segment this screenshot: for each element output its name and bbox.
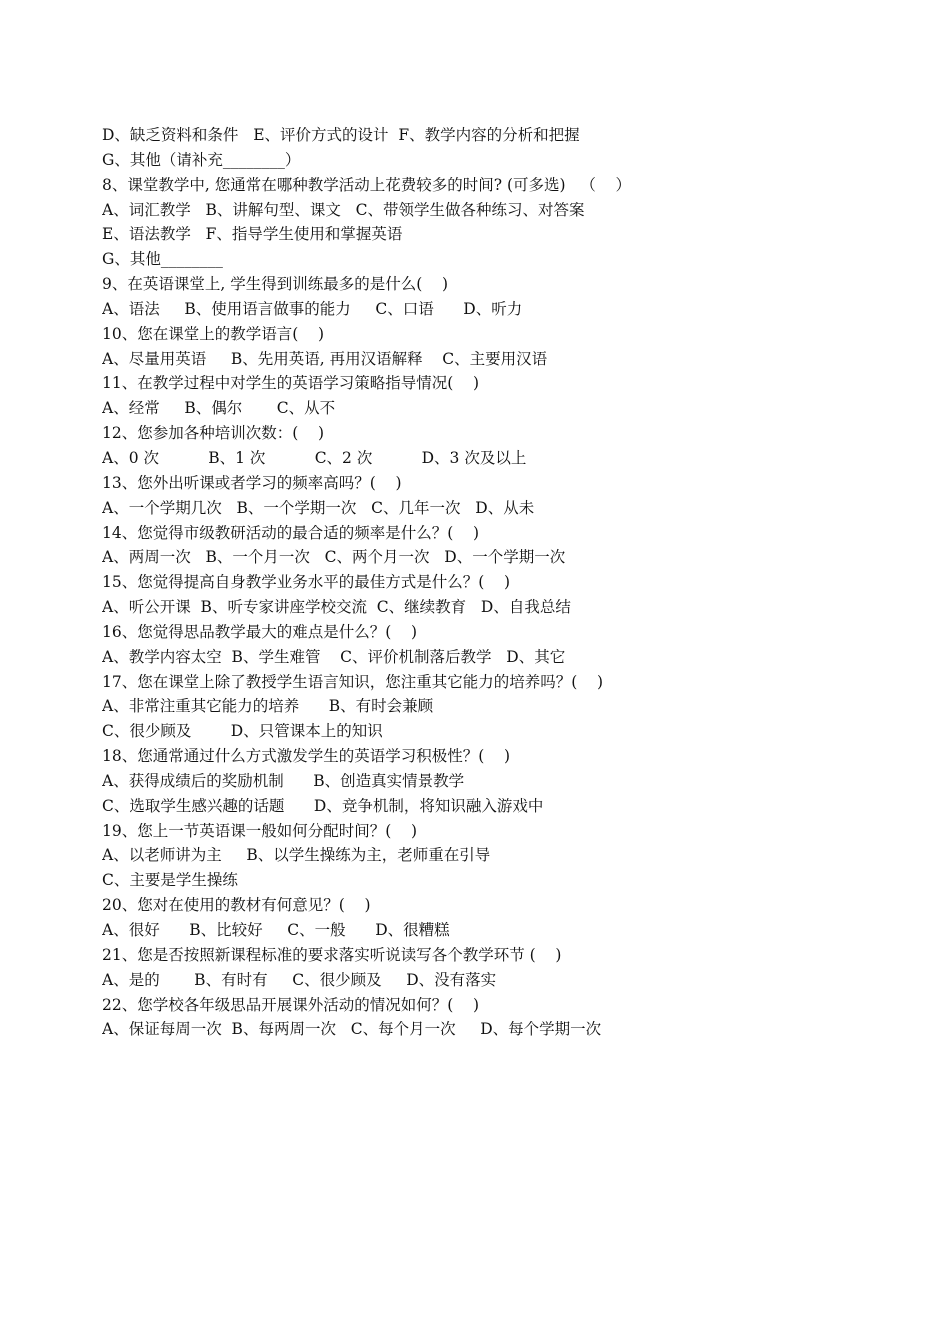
text-line: A、听公开课 B、听专家讲座学校交流 C、继续教育 D、自我总结	[102, 598, 571, 617]
text-line: E、语法教学 F、指导学生使用和掌握英语	[102, 225, 403, 244]
questionnaire-page	[102, 123, 882, 1042]
text-line: A、0 次 B、1 次 C、2 次 D、3 次及以上	[102, 448, 527, 467]
text-line: 10、您在课堂上的教学语言( )	[102, 324, 325, 343]
text-line: 9、在英语课堂上, 学生得到训练最多的是什么( )	[102, 275, 449, 294]
text-line: C、主要是学生操练	[102, 871, 238, 890]
text-line: A、词汇教学 B、讲解句型、课文 C、带领学生做各种练习、对答案	[102, 200, 585, 219]
text-line: A、是的 B、有时有 C、很少顾及 D、没有落实	[102, 970, 497, 989]
text-line: 22、您学校各年级思品开展课外活动的情况如何？( )	[102, 995, 480, 1014]
text-line: A、很好 B、比较好 C、一般 D、很糟糕	[102, 921, 450, 939]
text-line: G、其他________	[102, 250, 223, 269]
text-line: 19、您上一节英语课一般如何分配时间？( )	[102, 821, 418, 840]
text-line: 8、课堂教学中, 您通常在哪种教学活动上花费较多的时间? (可多选) （ ）	[102, 175, 632, 194]
text-line: 14、您觉得市级教研活动的最合适的频率是什么？( )	[102, 523, 480, 542]
text-line: 12、您参加各种培训次数：( )	[102, 424, 325, 443]
text-line: 15、您觉得提高自身教学业务水平的最佳方式是什么？( )	[102, 573, 511, 592]
text-line: A、教学内容太空 B、学生难管 C、评价机制落后教学 D、其它	[102, 647, 566, 666]
text-line: D、缺乏资料和条件 E、评价方式的设计 F、教学内容的分析和把握	[102, 126, 580, 144]
text-line: A、尽量用英语 B、先用英语, 再用汉语解释 C、主要用汉语	[102, 349, 548, 368]
text-line: A、一个学期几次 B、一个学期一次 C、几年一次 D、从未	[102, 498, 535, 517]
text-line: A、以老师讲为主 B、以学生操练为主，老师重在引导	[102, 846, 491, 865]
text-line: 13、您外出听课或者学习的频率高吗？( )	[102, 473, 402, 492]
text-line: 11、在教学过程中对学生的英语学习策略指导情况( )	[102, 374, 480, 393]
text-line: 18、您通常通过什么方式激发学生的英语学习积极性？( )	[102, 747, 511, 766]
text-line: 16、您觉得思品教学最大的难点是什么？( )	[102, 622, 418, 641]
text-line: 20、您对在使用的教材有何意见？( )	[102, 896, 371, 915]
text-line: 17、您在课堂上除了教授学生语言知识，您注重其它能力的培养吗？( )	[102, 672, 604, 691]
text-line: A、获得成绩后的奖励机制 B、创造真实情景教学	[102, 771, 465, 790]
text-line: A、两周一次 B、一个月一次 C、两个月一次 D、一个学期一次	[102, 548, 566, 567]
text-line: C、选取学生感兴趣的话题 D、竞争机制，将知识融入游戏中	[102, 796, 544, 815]
text-line: G、其他（请补充________）	[102, 150, 301, 169]
text-line: A、语法 B、使用语言做事的能力 C、口语 D、听力	[102, 299, 523, 318]
text-line: A、经常 B、偶尔 C、从不	[102, 399, 336, 418]
text-line: 21、您是否按照新课程标准的要求落实听说读写各个教学环节 ( )	[102, 945, 562, 964]
text-line: A、非常注重其它能力的培养 B、有时会兼顾	[102, 697, 434, 716]
text-line: C、很少顾及 D、只管课本上的知识	[102, 722, 383, 741]
text-line: A、保证每周一次 B、每两周一次 C、每个月一次 D、每个学期一次	[102, 1020, 602, 1039]
